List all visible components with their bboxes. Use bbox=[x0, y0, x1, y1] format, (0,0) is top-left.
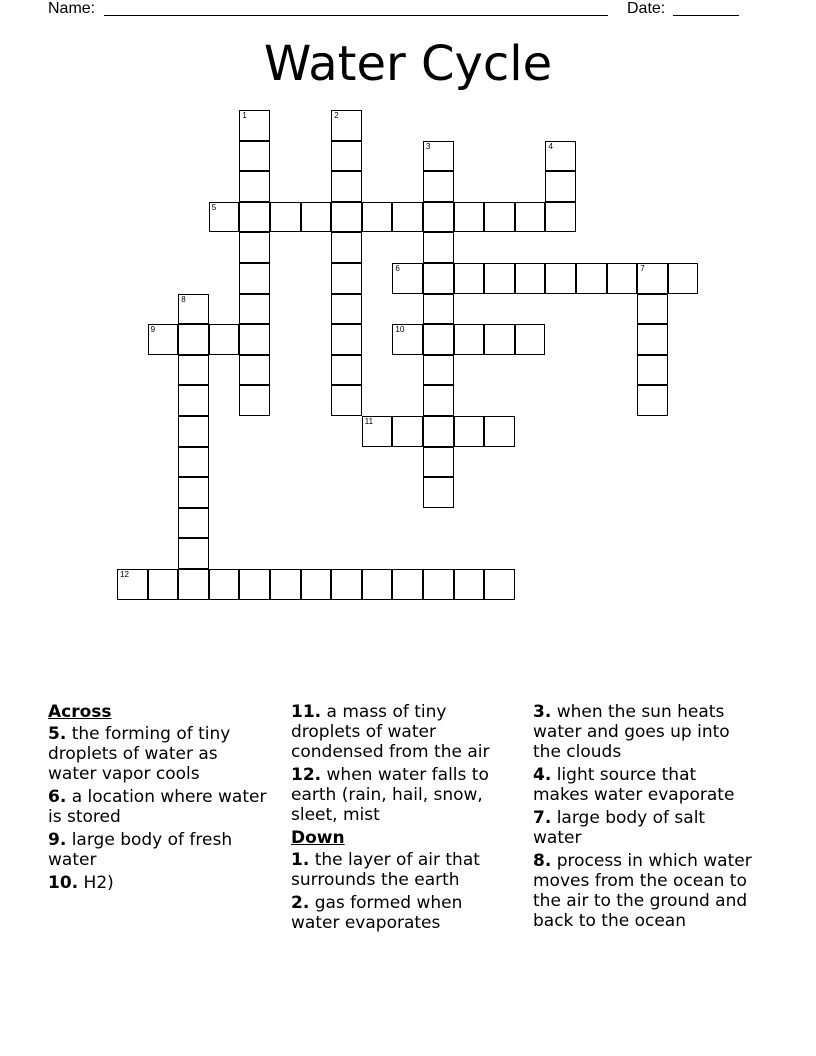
grid-cell[interactable] bbox=[484, 202, 515, 233]
grid-cell[interactable] bbox=[239, 385, 270, 416]
clue-number-label: 5 bbox=[211, 202, 217, 212]
grid-cell[interactable] bbox=[637, 294, 668, 325]
grid-cell[interactable] bbox=[423, 202, 454, 233]
clue-down-3 bbox=[533, 702, 755, 762]
clue-number-label: 6 bbox=[395, 264, 400, 273]
grid-cell[interactable] bbox=[178, 538, 209, 569]
grid-cell[interactable] bbox=[239, 263, 270, 294]
grid-cell[interactable] bbox=[331, 569, 362, 600]
clue-text: a mass of tiny droplets of water condensed from the air bbox=[291, 702, 490, 762]
grid-cell[interactable] bbox=[301, 569, 332, 600]
grid-cell[interactable] bbox=[362, 202, 393, 233]
grid-cell[interactable] bbox=[484, 263, 515, 294]
clue-number-label: 1 bbox=[242, 111, 247, 120]
grid-cell[interactable] bbox=[239, 569, 270, 600]
clue-number-label: 10 bbox=[395, 325, 405, 335]
clue-text: light source that makes water evaporate bbox=[533, 765, 735, 805]
grid-cell[interactable] bbox=[331, 110, 362, 141]
grid-cell[interactable] bbox=[545, 202, 576, 233]
grid-cell[interactable] bbox=[239, 110, 270, 141]
clue-number: 7. bbox=[533, 808, 552, 828]
grid-cell[interactable] bbox=[637, 385, 668, 416]
grid-cell[interactable] bbox=[209, 569, 240, 600]
grid-cell[interactable] bbox=[270, 569, 301, 600]
clue-number: 10. bbox=[48, 873, 79, 893]
grid-cell[interactable] bbox=[331, 385, 362, 416]
grid-cell[interactable] bbox=[392, 569, 423, 600]
grid-cell[interactable] bbox=[454, 416, 485, 447]
grid-cell[interactable] bbox=[576, 263, 607, 294]
clue-down-7 bbox=[533, 808, 755, 848]
grid-cell[interactable] bbox=[392, 416, 423, 447]
grid-cell[interactable] bbox=[209, 202, 240, 233]
clue-across-6 bbox=[48, 787, 270, 827]
grid-cell[interactable] bbox=[331, 141, 362, 172]
clue-number-label: 11 bbox=[364, 417, 374, 426]
grid-cell[interactable] bbox=[331, 202, 362, 233]
date-label: Date: bbox=[627, 0, 666, 17]
clue-text: the forming of tiny droplets of water as water vapor cools bbox=[48, 724, 231, 784]
clue-number: 6. bbox=[48, 787, 67, 807]
clue-number: 12. bbox=[291, 765, 322, 785]
grid-cell[interactable] bbox=[545, 171, 576, 202]
clue-text: when water falls to earth (rain, hail, snow, sleet, mist bbox=[291, 765, 489, 825]
grid-cell[interactable] bbox=[239, 171, 270, 202]
clue-across-11 bbox=[291, 702, 513, 762]
clue-number-label: 12 bbox=[120, 570, 129, 579]
grid-cell[interactable] bbox=[239, 202, 270, 233]
clue-number-label: 8 bbox=[181, 294, 186, 304]
grid-cell[interactable] bbox=[423, 294, 454, 325]
grid-cell[interactable] bbox=[362, 416, 393, 447]
grid-cell[interactable] bbox=[545, 263, 576, 294]
grid-cell[interactable] bbox=[454, 263, 485, 294]
grid-cell[interactable] bbox=[209, 324, 240, 355]
clue-down-8 bbox=[533, 851, 755, 931]
clue-column-3 bbox=[533, 702, 755, 934]
grid-cell[interactable] bbox=[178, 385, 209, 416]
grid-cell[interactable] bbox=[178, 508, 209, 539]
grid-cell[interactable] bbox=[423, 355, 454, 386]
grid-cell[interactable] bbox=[454, 202, 485, 233]
grid-cell[interactable] bbox=[331, 324, 362, 355]
grid-cell[interactable] bbox=[178, 324, 209, 355]
grid-cell[interactable] bbox=[423, 569, 454, 600]
clue-number-label: 7 bbox=[640, 264, 645, 273]
grid-cell[interactable] bbox=[239, 324, 270, 355]
clue-text: gas formed when water evaporates bbox=[291, 893, 463, 933]
grid-cell[interactable] bbox=[515, 202, 546, 233]
grid-cell[interactable] bbox=[454, 324, 485, 355]
grid-cell[interactable] bbox=[239, 294, 270, 325]
clue-number: 11. bbox=[291, 702, 322, 722]
clue-down-1 bbox=[291, 850, 513, 890]
clue-text: large body of fresh water bbox=[48, 830, 233, 870]
grid-cell[interactable] bbox=[239, 141, 270, 172]
clue-number: 1. bbox=[291, 850, 310, 870]
grid-cell[interactable] bbox=[668, 263, 699, 294]
clue-text: H2) bbox=[83, 873, 114, 893]
grid-cell[interactable] bbox=[148, 324, 179, 355]
clue-text: process in which water moves from the ocean to the air to the ground and back to the ocean bbox=[533, 851, 752, 931]
clue-number: 3. bbox=[533, 702, 552, 722]
grid-cell[interactable] bbox=[178, 447, 209, 478]
grid-cell[interactable] bbox=[515, 263, 546, 294]
grid-cell[interactable] bbox=[423, 171, 454, 202]
clue-number-label: 2 bbox=[334, 111, 339, 120]
grid-cell[interactable] bbox=[515, 324, 546, 355]
grid-cell[interactable] bbox=[392, 202, 423, 233]
grid-cell[interactable] bbox=[270, 202, 301, 233]
clue-across-9 bbox=[48, 830, 270, 870]
grid-cell[interactable] bbox=[239, 232, 270, 263]
grid-cell[interactable] bbox=[423, 263, 454, 294]
grid-cell[interactable] bbox=[637, 324, 668, 355]
grid-cell[interactable] bbox=[423, 477, 454, 508]
grid-cell[interactable] bbox=[362, 569, 393, 600]
grid-cell[interactable] bbox=[637, 263, 668, 294]
grid-cell[interactable] bbox=[117, 569, 148, 600]
grid-cell[interactable] bbox=[607, 263, 638, 294]
grid-cell[interactable] bbox=[454, 569, 485, 600]
clue-text: when the sun heats water and goes up into the clouds bbox=[533, 702, 730, 762]
grid-cell[interactable] bbox=[148, 569, 179, 600]
grid-cell[interactable] bbox=[423, 385, 454, 416]
clue-number: 9. bbox=[48, 830, 67, 850]
grid-cell[interactable] bbox=[178, 477, 209, 508]
grid-cell[interactable] bbox=[423, 447, 454, 478]
down-heading: Down bbox=[291, 828, 345, 848]
clue-number: 5. bbox=[48, 724, 67, 744]
clue-number-label: 9 bbox=[150, 325, 156, 335]
name-label: Name: bbox=[48, 0, 96, 17]
grid-cell[interactable] bbox=[423, 324, 454, 355]
grid-cell[interactable] bbox=[178, 569, 209, 600]
clue-across-5 bbox=[48, 724, 270, 784]
clue-number-label: 4 bbox=[548, 141, 553, 151]
clue-number: 8. bbox=[533, 851, 552, 871]
grid-cell[interactable] bbox=[392, 263, 423, 294]
grid-cell[interactable] bbox=[178, 294, 209, 325]
grid-cell[interactable] bbox=[178, 355, 209, 386]
grid-cell[interactable] bbox=[392, 324, 423, 355]
grid-cell[interactable] bbox=[331, 294, 362, 325]
clue-text: the layer of air that surrounds the earth bbox=[291, 850, 480, 890]
grid-cell[interactable] bbox=[239, 355, 270, 386]
clue-down-2 bbox=[291, 893, 513, 933]
grid-cell[interactable] bbox=[484, 324, 515, 355]
grid-cell[interactable] bbox=[545, 141, 576, 172]
clue-text: large body of salt water bbox=[533, 808, 706, 848]
clue-number: 2. bbox=[291, 893, 310, 913]
clue-down-4 bbox=[533, 765, 755, 805]
clue-column-1 bbox=[48, 702, 270, 896]
across-heading: Across bbox=[48, 702, 112, 722]
grid-cell[interactable] bbox=[484, 416, 515, 447]
clue-number: 4. bbox=[533, 765, 552, 785]
puzzle-title: Water Cycle bbox=[263, 36, 553, 92]
clue-text: a location where water is stored bbox=[48, 787, 267, 827]
grid-cell[interactable] bbox=[423, 416, 454, 447]
grid-cell[interactable] bbox=[178, 416, 209, 447]
clue-column-2 bbox=[291, 702, 513, 936]
clue-across-10 bbox=[48, 873, 270, 893]
grid-cell[interactable] bbox=[423, 141, 454, 172]
grid-cell[interactable] bbox=[423, 232, 454, 263]
grid-cell[interactable] bbox=[331, 232, 362, 263]
grid-cell[interactable] bbox=[331, 263, 362, 294]
grid-cell[interactable] bbox=[301, 202, 332, 233]
grid-cell[interactable] bbox=[484, 569, 515, 600]
clue-across-12 bbox=[291, 765, 513, 825]
grid-cell[interactable] bbox=[331, 171, 362, 202]
grid-cell[interactable] bbox=[331, 355, 362, 386]
clue-number-label: 3 bbox=[426, 141, 431, 151]
grid-cell[interactable] bbox=[637, 355, 668, 386]
